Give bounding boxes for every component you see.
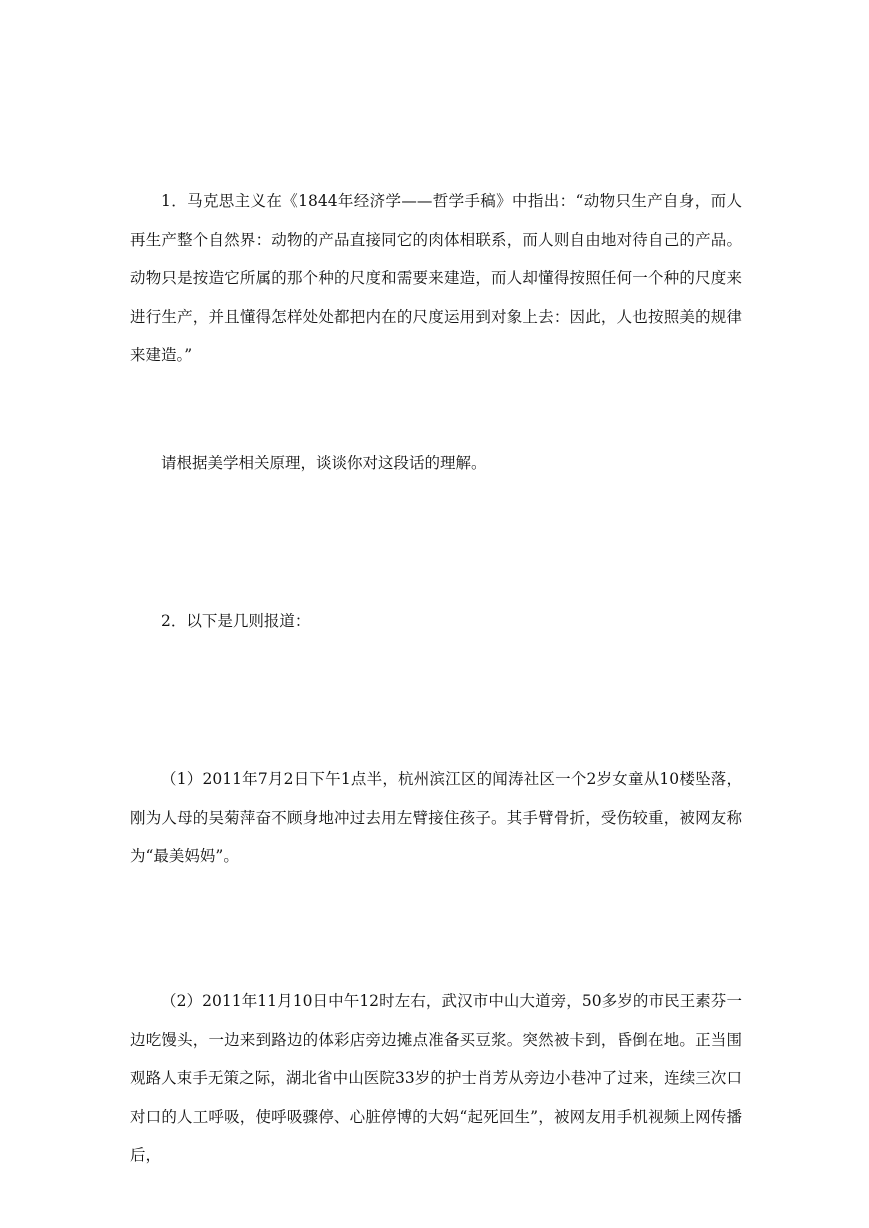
question-1-prompt: 请根据美学相关原理，谈谈你对这段话的理解。 [161,454,487,472]
question-2-intro: 2．以下是几则报道： [161,612,311,630]
report-1: （1）2011年7月2日下午1点半，杭州滨江区的闻涛社区一个2岁女童从10楼坠落，刚为人母的吴菊萍奋不顾身地冲过去用左臂接住孩子。其手臂骨折，受伤较重，被网友称为“最美妈妈”。 [130,770,742,865]
report-2: （2）2011年11月10日中午12时左右，武汉市中山大道旁，50多岁的市民王素芬一边吃馒头，一边来到路边的体彩店旁边摊点准备买豆浆。突然被卡到，昏倒在地。正当围观路人束手无策之际，湖北省中山医院33岁的护士肖芳从旁边小巷冲了过来，连续三次口对口的人工呼吸，使呼吸骤停、心脏停博的大妈“起死回生”，被网友用手机视频上网传播后， [130,992,742,1164]
question-1-passage: 1．马克思主义在《1844年经济学——哲学手稿》中指出：“动物只生产自身，而人再生产整个自然界：动物的产品直接同它的肉体相联系，而人则自由地对待自己的产品。动物只是按造它所属的那个种的尺度和需要来建造，而人却懂得按照任何一个种的尺度来进行生产，并且懂得怎样处处都把内在的尺度运用到对象上去：因此，人也按照美的规律来建造。” [130,192,742,364]
